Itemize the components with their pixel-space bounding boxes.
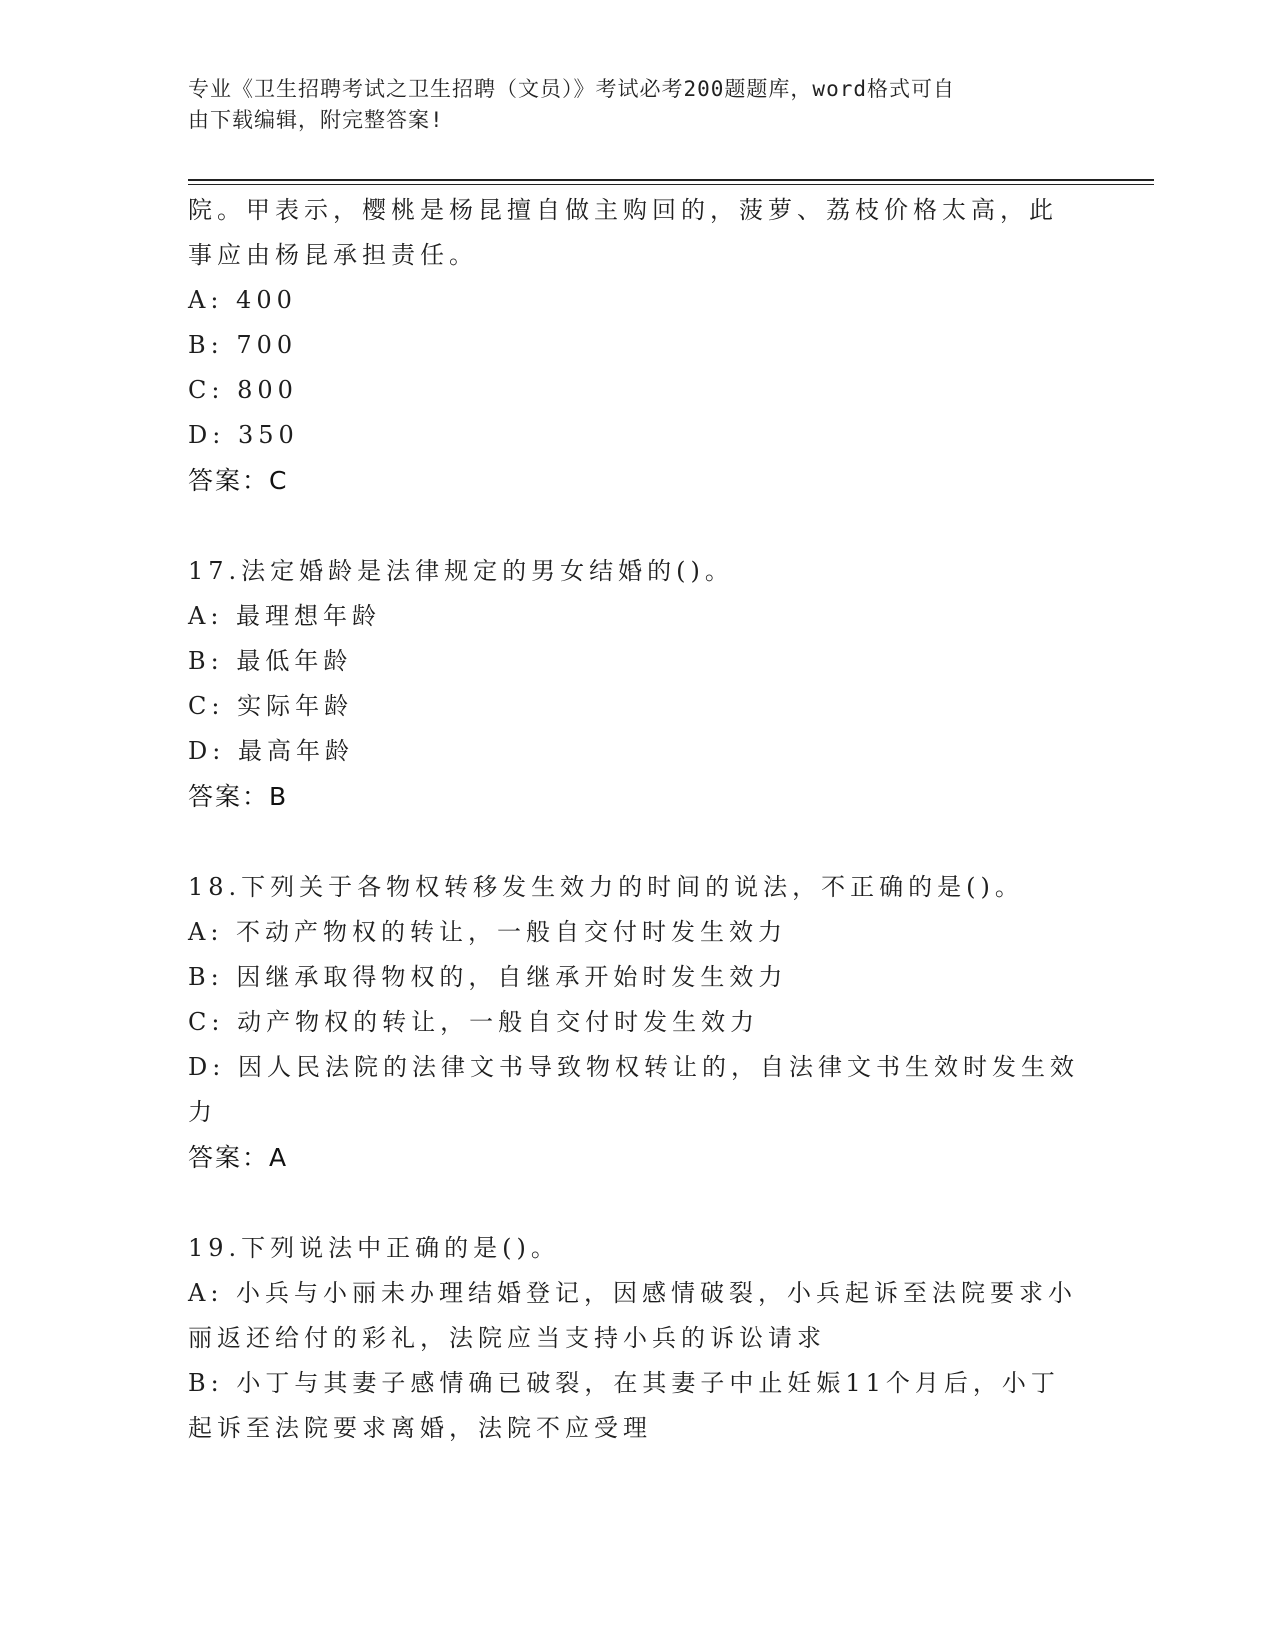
spacer [188,1180,1088,1226]
option-b-continued: 起诉至法院要求离婚，法院不应受理 [188,1414,652,1442]
question-text-line: 院。甲表示，樱桃是杨昆擅自做主购回的，菠萝、荔枝价格太高，此 [188,196,1058,224]
question-18 [188,865,1088,1180]
answer-label: 答案：C [188,466,289,495]
option-c: C: 实际年龄 [188,692,354,720]
option-c: C: 动产物权的转让，一般自交付时发生效力 [188,1008,760,1036]
document-header [188,74,1068,136]
answer-label: 答案：A [188,1143,289,1172]
question-text-line: 事应由杨昆承担责任。 [188,241,478,269]
header-divider-thin [188,184,1154,185]
option-d: D: 因人民法院的法律文书导致物权转让的，自法律文书生效时发生效 [188,1053,1079,1081]
question-16-continuation [188,188,1088,503]
document-body [188,188,1088,1451]
answer-label: 答案：B [188,782,289,811]
option-b: B: 小丁与其妻子感情确已破裂，在其妻子中止妊娠11个月后，小丁 [188,1369,1060,1397]
question-stem: 17.法定婚龄是法律规定的男女结婚的()。 [188,557,734,585]
spacer [188,503,1088,549]
option-a: A: 最理想年龄 [188,602,382,630]
question-19 [188,1226,1088,1451]
option-d-continued: 力 [188,1098,217,1126]
option-d: D: 最高年龄 [188,737,354,765]
question-17 [188,549,1088,819]
question-stem: 18.下列关于各物权转移发生效力的时间的说法，不正确的是()。 [188,873,1024,901]
header-line-2: 由下载编辑，附完整答案! [188,108,444,132]
question-stem: 19.下列说法中正确的是()。 [188,1234,560,1262]
option-a: A: 400 [188,286,297,314]
option-a: A: 小兵与小丽未办理结婚登记，因感情破裂，小兵起诉至法院要求小 [188,1279,1078,1307]
option-b: B: 因继承取得物权的，自继承开始时发生效力 [188,963,788,991]
option-d: D: 350 [188,421,299,449]
option-a-continued: 丽返还给付的彩礼，法院应当支持小兵的诉讼请求 [188,1324,826,1352]
option-b: B: 700 [188,331,298,359]
option-a: A: 不动产物权的转让，一般自交付时发生效力 [188,918,788,946]
spacer [188,819,1088,865]
header-divider-thick [188,179,1154,181]
option-b: B: 最低年龄 [188,647,353,675]
option-c: C: 800 [188,376,298,404]
header-line-1: 专业《卫生招聘考试之卫生招聘（文员）》考试必考200题题库，word格式可自 [188,77,955,101]
